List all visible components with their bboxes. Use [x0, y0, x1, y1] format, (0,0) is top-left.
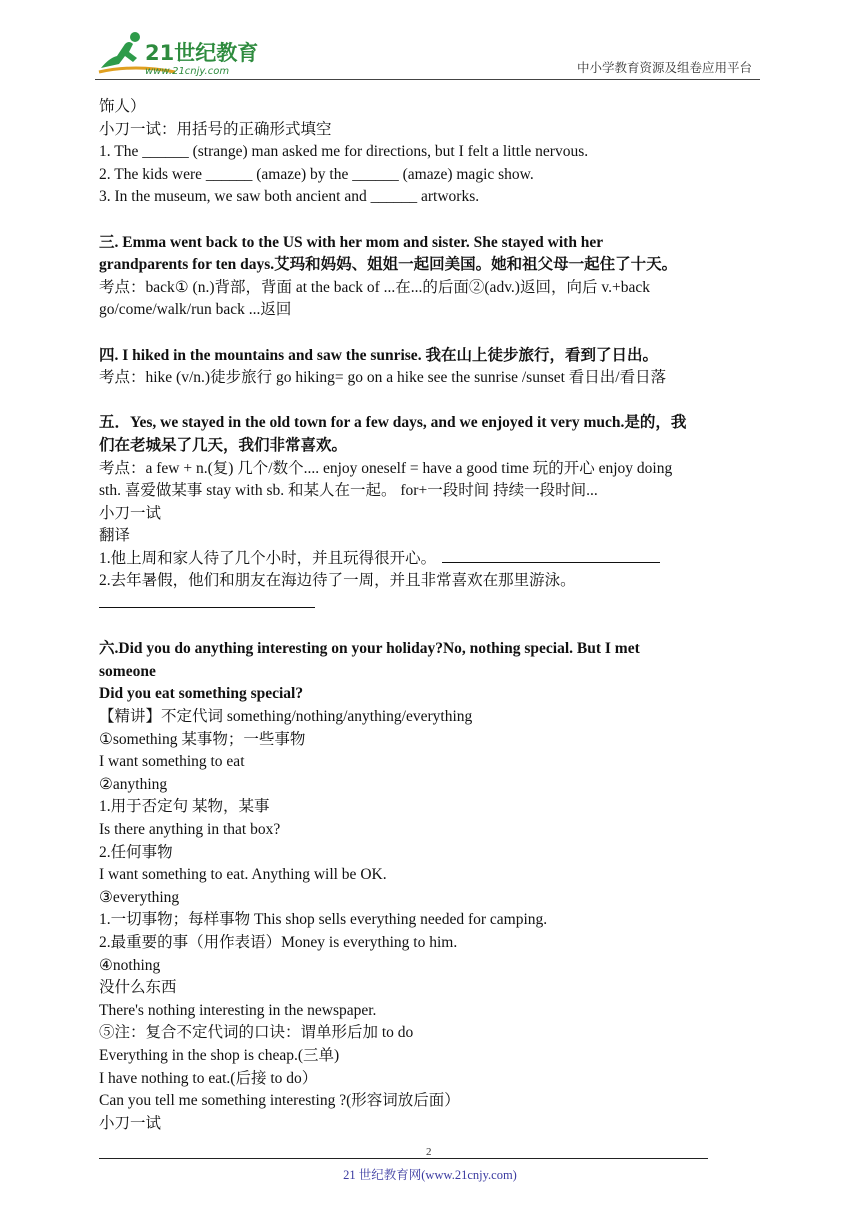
text-line: [99, 435, 764, 458]
paragraph-gap: [99, 209, 764, 232]
text-line: [99, 842, 764, 865]
text-line: [99, 119, 764, 142]
text-line: [99, 299, 764, 322]
text-line: [99, 548, 764, 571]
line-text: ④nothing: [99, 956, 161, 974]
text-line: [99, 955, 764, 978]
text-line: [99, 345, 764, 368]
page-number: 2: [426, 1146, 432, 1158]
line-text: 小刀一试: [99, 504, 162, 522]
line-text: I want something to eat. Anything will be OK.: [99, 866, 387, 884]
line-text: 小刀一试：用括号的正确形式填空: [99, 120, 332, 138]
text-line: [99, 729, 764, 752]
text-line: [99, 1090, 764, 1113]
text-line: [99, 774, 764, 797]
line-text: someone: [99, 662, 156, 680]
line-text: ⑤注：复合不定代词的口诀：谓单形后加 to do: [99, 1024, 414, 1042]
line-text: sth. 喜爱做某事 stay with sb. 和某人在一起。 for+一段时间 持续一段时间...: [99, 482, 598, 500]
line-text: grandparents for ten days.艾玛和妈妈、姐姐一起回美国。她和祖父母一起住了十天。: [99, 256, 678, 274]
text-line: [99, 480, 764, 503]
footer-text: 21 世纪教育网(www.21cnjy.com): [343, 1168, 517, 1182]
text-line: [99, 887, 764, 910]
text-line: [99, 593, 764, 616]
logo: [95, 28, 265, 80]
line-text: 3. In the museum, we saw both ancient and ______ artworks.: [99, 188, 480, 206]
text-line: [99, 706, 764, 729]
line-text: There's nothing interesting in the newspaper.: [99, 1001, 377, 1019]
text-line: [99, 796, 764, 819]
answer-blank[interactable]: [442, 548, 660, 563]
line-text: ①something 某事物；一些事物: [99, 730, 306, 748]
paragraph-gap: [99, 390, 764, 413]
line-text: 小刀一试: [99, 1114, 162, 1132]
line-text: Is there anything in that box?: [99, 821, 281, 838]
text-line: [99, 909, 764, 932]
line-text: 翻译: [99, 527, 131, 545]
text-line: [99, 141, 764, 164]
line-text: go/come/walk/run back ...返回: [99, 301, 292, 319]
line-text: 三. Emma went back to the US with her mom and sister. She stayed with her: [99, 233, 604, 251]
text-line: [99, 570, 764, 593]
line-text: 考点：hike (v/n.)徒步旅行 go hiking= go on a hike see the sunrise /sunset 看日出/看日落: [99, 369, 667, 387]
text-line: [99, 1113, 764, 1136]
document-body: [99, 96, 764, 1135]
text-line: [99, 1045, 764, 1068]
line-text: 考点：back① (n.)背部，背面 at the back of ...在...的后面②(adv.)返回，向后 v.+back: [99, 278, 650, 296]
text-line: [99, 1022, 764, 1045]
line-text: 1. The ______ (strange) man asked me for directions, but I felt a little nervous.: [99, 143, 589, 161]
text-line: [99, 819, 764, 842]
line-text: Everything in the shop is cheap.(三单): [99, 1046, 340, 1064]
text-line: [99, 525, 764, 548]
line-text: 五．Yes, we stayed in the old town for a few days, and we enjoyed it very much.是的，我: [99, 414, 687, 432]
text-line: [99, 367, 764, 390]
text-line: [99, 864, 764, 887]
line-text: 六.Did you do anything interesting on your holiday?No, nothing special. But I met: [99, 640, 640, 658]
line-text: 1.他上周和家人待了几个小时，并且玩得很开心。: [99, 549, 437, 567]
line-text: 没什么东西: [99, 979, 177, 997]
text-line: [99, 503, 764, 526]
text-line: [99, 751, 764, 774]
text-line: [99, 232, 764, 255]
text-line: [99, 277, 764, 300]
line-text: 2. The kids were ______ (amaze) by the ______ (amaze) magic show.: [99, 165, 534, 183]
text-line: [99, 186, 764, 209]
line-text: ②anything: [99, 775, 168, 793]
line-text: Can you tell me something interesting ?(形容词放后面）: [99, 1092, 460, 1110]
line-text: 2.去年暑假，他们和朋友在海边待了一周，并且非常喜欢在那里游泳。: [99, 572, 576, 590]
text-line: [99, 638, 764, 661]
line-text: 1.用于否定句 某物，某事: [99, 798, 270, 816]
paragraph-gap: [99, 322, 764, 345]
paragraph-gap: [99, 616, 764, 639]
text-line: [99, 96, 764, 119]
line-text: I want something to eat: [99, 753, 245, 771]
text-line: [99, 977, 764, 1000]
text-line: [99, 254, 764, 277]
line-text: Did you eat something special?: [99, 685, 304, 703]
header-divider: [95, 79, 760, 80]
text-line: [99, 412, 764, 435]
line-text: 饰人）: [99, 98, 146, 115]
line-text: 1.一切事物；每样事物 This shop sells everything needed for camping.: [99, 911, 548, 929]
answer-blank[interactable]: [99, 593, 315, 608]
header-platform-text: 中小学教育资源及组卷应用平台: [576, 60, 752, 75]
text-line: [99, 164, 764, 187]
line-text: 【精讲】不定代词 something/nothing/anything/everything: [99, 708, 473, 726]
logo-url: www.21cnjy.com: [145, 66, 230, 77]
footer-divider: [99, 1158, 708, 1159]
line-text: 们在老城呆了几天，我们非常喜欢。: [99, 436, 348, 454]
page-header: [95, 28, 760, 80]
line-text: I have nothing to eat.(后接 to do）: [99, 1069, 318, 1087]
line-text: 2.最重要的事（用作表语）Money is everything to him.: [99, 933, 458, 951]
text-line: [99, 1068, 764, 1091]
text-line: [99, 683, 764, 706]
line-text: 四. I hiked in the mountains and saw the sunrise. 我在山上徒步旅行，看到了日出。: [99, 346, 658, 364]
text-line: [99, 932, 764, 955]
line-text: 2.任何事物: [99, 843, 173, 861]
logo-text: 21世纪教育: [145, 41, 259, 65]
text-line: [99, 458, 764, 481]
text-line: [99, 661, 764, 684]
runner-icon: [101, 42, 137, 68]
text-line: [99, 1000, 764, 1023]
line-text: 考点：a few + n.(复) 几个/数个.... enjoy oneself = have a good time 玩的开心 enjoy doing: [99, 459, 673, 477]
line-text: ③everything: [99, 888, 180, 906]
